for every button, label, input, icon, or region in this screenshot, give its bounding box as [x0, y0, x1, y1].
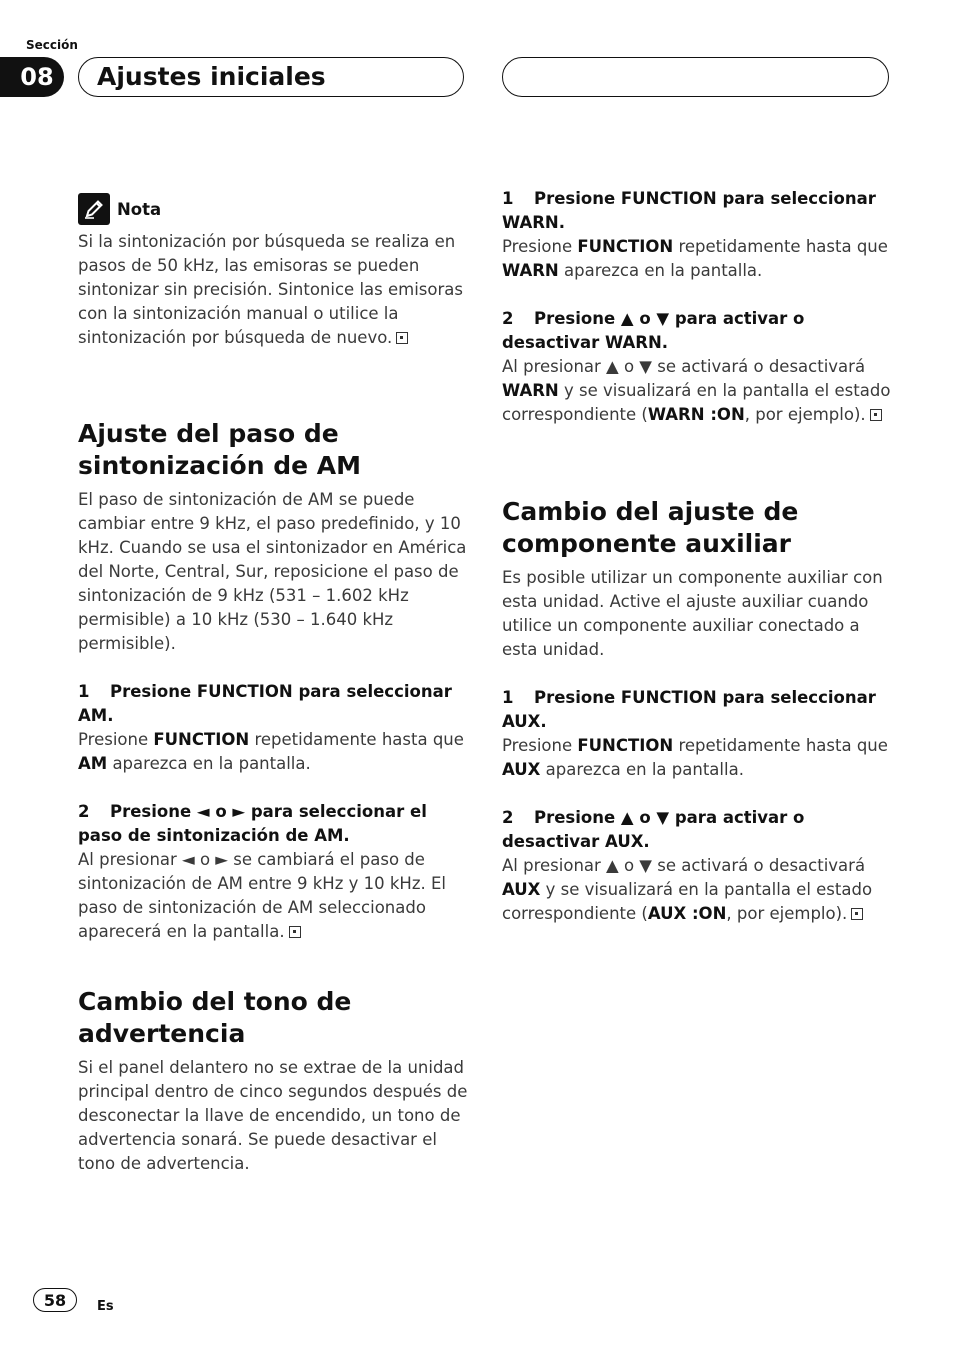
section-heading: Ajuste del paso de sintonización de AM: [78, 419, 362, 480]
section-intro: Si el panel delantero no se extrae de la unidad principal dentro de cinco segundos después de desconectar la llave de encendido, un tono de advertencia sonará. Se puede desactivar el tono de advertencia.: [78, 1058, 468, 1173]
note-text: Si la sintonización por búsqueda se realiza en pasos de 50 kHz, las emisoras se pueden sintonizar sin precisión. Sintonice las emisoras con la sintonización manual o utilice la sintonización por búsqueda de nuevo.: [78, 232, 463, 347]
section-intro: Es posible utilizar un componente auxiliar con esta unidad. Active el ajuste auxiliar cuando utilice un componente auxiliar conectado a esta unidad.: [502, 568, 883, 659]
step-text: Presione FUNCTION repetidamente hasta que WARN aparezca en la pantalla.: [502, 237, 888, 280]
step-title: 2 Presione ▲ o ▼ para activar o desactivar AUX.: [502, 808, 805, 851]
section-intro: El paso de sintonización de AM se puede cambiar entre 9 kHz, el paso predefinido, y 10 kHz. Cuando se usa el sintonizador en América del Norte, Central, Sur, reposicione el paso de sintonización de 9 kHz (531 – 1.602 kHz permisible) a 10 kHz (530 – 1.640 kHz permisible).: [78, 490, 467, 653]
header-right-frame: [502, 57, 889, 97]
section-heading: Cambio del ajuste de componente auxiliar: [502, 497, 799, 558]
section-am-step: [78, 418, 468, 944]
warning-steps: [502, 187, 892, 427]
end-of-section-icon: [289, 926, 301, 938]
note-header: [78, 193, 161, 225]
section-label: Sección: [26, 38, 78, 52]
section-warning-tone: [78, 986, 468, 1176]
end-of-section-icon: [870, 409, 882, 421]
note-body: [78, 230, 468, 350]
note-label: Nota: [117, 199, 162, 219]
section-heading: Cambio del tono de advertencia: [78, 987, 352, 1048]
step-text: Al presionar ◄ o ► se cambiará el paso de sintonización de AM entre 9 kHz y 10 kHz. El paso de sintonización de AM seleccionado aparecerá en la pantalla.: [78, 850, 446, 941]
page-title: Ajustes iniciales: [97, 62, 326, 91]
section-number-tab: 08: [0, 57, 64, 97]
pencil-note-icon: [78, 193, 110, 225]
step-text: Presione FUNCTION repetidamente hasta que AM aparezca en la pantalla.: [78, 730, 464, 773]
step-title: 1 Presione FUNCTION para seleccionar AM.: [78, 682, 452, 725]
end-of-section-icon: [396, 332, 408, 344]
language-code: Es: [97, 1299, 114, 1314]
step-title: 1 Presione FUNCTION para seleccionar WARN.: [502, 189, 876, 232]
step-text: Al presionar ▲ o ▼ se activará o desactivará AUX y se visualizará en la pantalla el estado correspondiente (AUX :ON, por ejemplo).: [502, 856, 873, 923]
page-number: 58: [33, 1288, 77, 1312]
section-aux: [502, 496, 892, 926]
step-title: 1 Presione FUNCTION para seleccionar AUX.: [502, 688, 876, 731]
step-text: Presione FUNCTION repetidamente hasta que AUX aparezca en la pantalla.: [502, 736, 888, 779]
step-title: 2 Presione ▲ o ▼ para activar o desactivar WARN.: [502, 309, 805, 352]
step-text: Al presionar ▲ o ▼ se activará o desactivará WARN y se visualizará en la pantalla el estado correspondiente (WARN :ON, por ejemplo).: [502, 357, 891, 424]
step-title: 2 Presione ◄ o ► para seleccionar el paso de sintonización de AM.: [78, 802, 427, 845]
end-of-section-icon: [851, 908, 863, 920]
